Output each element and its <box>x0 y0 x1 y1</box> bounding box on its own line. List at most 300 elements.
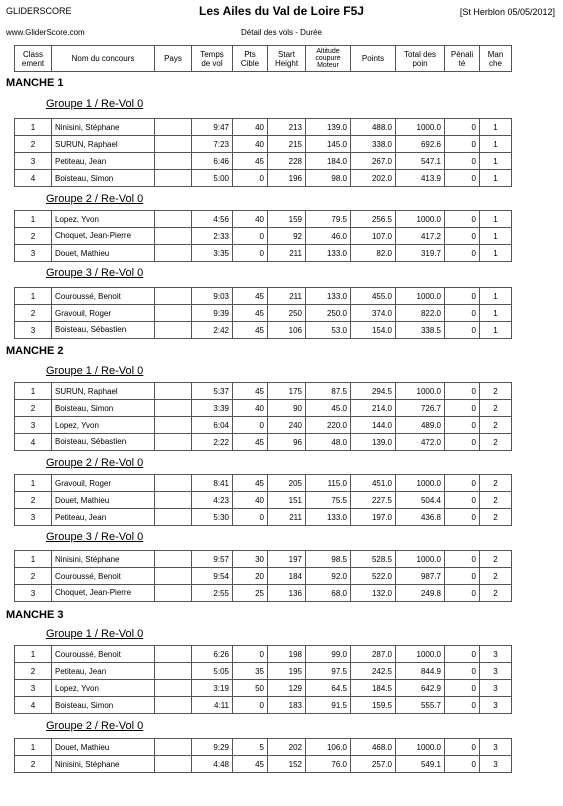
column-header-table <box>14 45 512 72</box>
table-cell: 211 <box>268 245 306 262</box>
table-cell: 211 <box>268 509 306 526</box>
table-cell: 2 <box>15 228 52 245</box>
table-cell: 242.5 <box>351 663 396 680</box>
table-cell: 198 <box>268 646 306 663</box>
table-cell: 213 <box>268 119 306 136</box>
table-cell: 228 <box>268 153 306 170</box>
table-row <box>15 509 512 526</box>
table-cell: 9:47 <box>192 119 233 136</box>
table-cell: 2 <box>480 568 512 585</box>
table-cell: 0 <box>445 211 480 228</box>
table-cell: 133.0 <box>306 509 351 526</box>
table-cell: 0 <box>445 136 480 153</box>
column-header-row <box>15 46 512 72</box>
table-cell: Couroussé, Benoit <box>52 568 155 585</box>
table-cell: 159 <box>268 211 306 228</box>
table-cell <box>155 322 192 339</box>
table-cell: 5:37 <box>192 383 233 400</box>
table-cell: 184.0 <box>306 153 351 170</box>
table-cell: 133.0 <box>306 288 351 305</box>
table-cell: 227.5 <box>351 492 396 509</box>
table-cell: 1 <box>480 170 512 187</box>
table-cell: 2 <box>15 305 52 322</box>
table-cell: 98.5 <box>306 551 351 568</box>
col-penalite: Pénali té <box>445 46 480 72</box>
table-cell <box>155 119 192 136</box>
table-cell: 3 <box>480 739 512 756</box>
table-cell: 4 <box>15 170 52 187</box>
table-cell: 504.4 <box>396 492 445 509</box>
table-cell: 136 <box>268 585 306 602</box>
table-row <box>15 417 512 434</box>
table-cell: 9:03 <box>192 288 233 305</box>
table-cell: 1000.0 <box>396 646 445 663</box>
table-cell: 3:19 <box>192 680 233 697</box>
table-cell: 220.0 <box>306 417 351 434</box>
table-cell: 195 <box>268 663 306 680</box>
table-cell: 2:22 <box>192 434 233 451</box>
table-cell: 338.0 <box>351 136 396 153</box>
table-cell: Boisteau, Sébastien <box>52 322 155 339</box>
table-cell: 0 <box>445 434 480 451</box>
table-cell: 2:33 <box>192 228 233 245</box>
table-cell: 692.6 <box>396 136 445 153</box>
table-cell: 4:23 <box>192 492 233 509</box>
results-table <box>14 210 512 262</box>
table-cell: 1 <box>15 119 52 136</box>
table-cell: 45 <box>233 434 268 451</box>
table-cell: 726.7 <box>396 400 445 417</box>
table-cell: 3 <box>480 697 512 714</box>
table-cell: 5 <box>233 739 268 756</box>
table-cell: 436.8 <box>396 509 445 526</box>
table-cell <box>155 756 192 773</box>
table-cell: 468.0 <box>351 739 396 756</box>
table-row <box>15 475 512 492</box>
table-cell: 413.9 <box>396 170 445 187</box>
brand-label: GLIDERSCORE <box>6 6 72 16</box>
table-cell: 0 <box>445 585 480 602</box>
table-cell: 488.0 <box>351 119 396 136</box>
table-cell: 197.0 <box>351 509 396 526</box>
table-cell: 98.0 <box>306 170 351 187</box>
table-cell: 2 <box>480 585 512 602</box>
table-cell: Gravouil, Roger <box>52 305 155 322</box>
table-row <box>15 739 512 756</box>
table-cell: 0 <box>233 228 268 245</box>
table-cell: Douet, Mathieu <box>52 245 155 262</box>
table-cell: 1 <box>480 211 512 228</box>
table-cell: 0 <box>445 383 480 400</box>
table-cell: 205 <box>268 475 306 492</box>
table-cell: 0 <box>445 756 480 773</box>
table-cell: 3 <box>480 663 512 680</box>
table-cell: 2:55 <box>192 585 233 602</box>
table-cell: 2 <box>480 509 512 526</box>
table-row <box>15 756 512 773</box>
table-cell: 64.5 <box>306 680 351 697</box>
table-cell: 2 <box>15 568 52 585</box>
table-cell: 1000.0 <box>396 739 445 756</box>
manche-heading: MANCHE 3 <box>6 609 64 621</box>
table-cell <box>155 568 192 585</box>
manche-heading: MANCHE 2 <box>6 345 64 357</box>
table-cell: Boisteau, Sébastien <box>52 434 155 451</box>
table-cell: 214.0 <box>351 400 396 417</box>
table-cell: 3 <box>480 680 512 697</box>
table-cell: 0 <box>445 568 480 585</box>
table-row <box>15 170 512 187</box>
table-cell: 3 <box>480 646 512 663</box>
table-cell <box>155 585 192 602</box>
table-cell: 8:41 <box>192 475 233 492</box>
table-cell: 40 <box>233 136 268 153</box>
table-cell: 4 <box>15 697 52 714</box>
table-cell: Ninisini, Stéphane <box>52 551 155 568</box>
table-row <box>15 136 512 153</box>
table-cell: 139.0 <box>351 434 396 451</box>
table-row <box>15 585 512 602</box>
table-cell: 1 <box>480 288 512 305</box>
table-row <box>15 245 512 262</box>
group-heading: Groupe 1 / Re-Vol 0 <box>46 365 144 377</box>
table-cell: Choquet, Jean-Pierre <box>52 585 155 602</box>
table-cell: 115.0 <box>306 475 351 492</box>
table-cell: 3 <box>15 680 52 697</box>
table-cell: 0 <box>233 646 268 663</box>
table-cell: SURUN, Raphael <box>52 136 155 153</box>
table-cell: Lopez, Yvon <box>52 680 155 697</box>
table-cell <box>155 434 192 451</box>
table-cell: 0 <box>233 170 268 187</box>
table-cell: 294.5 <box>351 383 396 400</box>
table-cell: 267.0 <box>351 153 396 170</box>
table-row <box>15 305 512 322</box>
table-cell: 1 <box>480 136 512 153</box>
table-cell: 374.0 <box>351 305 396 322</box>
col-start-height: Start Height <box>268 46 306 72</box>
table-cell: 106.0 <box>306 739 351 756</box>
table-cell: 249.8 <box>396 585 445 602</box>
table-cell: 1 <box>480 322 512 339</box>
table-cell: 45 <box>233 305 268 322</box>
table-cell: 1 <box>15 646 52 663</box>
manche-heading: MANCHE 1 <box>6 77 64 89</box>
table-cell <box>155 170 192 187</box>
table-cell: 76.0 <box>306 756 351 773</box>
table-cell: 0 <box>445 119 480 136</box>
table-cell: 0 <box>445 509 480 526</box>
table-cell: 159.5 <box>351 697 396 714</box>
table-cell <box>155 211 192 228</box>
table-cell: Choquet, Jean-Pierre <box>52 228 155 245</box>
table-cell <box>155 680 192 697</box>
table-cell: 211 <box>268 288 306 305</box>
group-heading: Groupe 2 / Re-Vol 0 <box>46 457 144 469</box>
table-cell: 822.0 <box>396 305 445 322</box>
table-cell <box>155 492 192 509</box>
col-total: Total des poin <box>396 46 445 72</box>
table-cell: 75.5 <box>306 492 351 509</box>
table-cell: 45 <box>233 322 268 339</box>
table-cell: 2 <box>480 492 512 509</box>
table-cell: 50 <box>233 680 268 697</box>
results-table <box>14 474 512 526</box>
group-heading: Groupe 2 / Re-Vol 0 <box>46 720 144 732</box>
table-cell: Boisteau, Simon <box>52 697 155 714</box>
table-cell: 555.7 <box>396 697 445 714</box>
table-cell: 45 <box>233 288 268 305</box>
table-cell: 1 <box>480 119 512 136</box>
table-cell: 2 <box>15 492 52 509</box>
table-cell: 97.5 <box>306 663 351 680</box>
table-cell: 0 <box>445 697 480 714</box>
table-row <box>15 680 512 697</box>
table-cell: 92 <box>268 228 306 245</box>
table-cell: 45 <box>233 475 268 492</box>
table-cell: 196 <box>268 170 306 187</box>
table-cell: 0 <box>445 492 480 509</box>
table-cell: 1000.0 <box>396 383 445 400</box>
results-table <box>14 287 512 339</box>
table-cell <box>155 475 192 492</box>
table-cell: 256.5 <box>351 211 396 228</box>
table-cell: 40 <box>233 211 268 228</box>
table-cell: 257.0 <box>351 756 396 773</box>
table-cell: 2 <box>480 551 512 568</box>
table-cell: 2 <box>480 383 512 400</box>
table-cell: 3 <box>15 322 52 339</box>
table-cell: 1 <box>15 383 52 400</box>
table-cell: 2 <box>15 663 52 680</box>
results-table <box>14 550 512 602</box>
table-row <box>15 697 512 714</box>
table-cell <box>155 646 192 663</box>
table-cell <box>155 417 192 434</box>
table-cell <box>155 697 192 714</box>
col-manche: Man che <box>480 46 512 72</box>
table-cell: 0 <box>445 475 480 492</box>
table-cell: 417.2 <box>396 228 445 245</box>
table-cell: Ninisini, Stéphane <box>52 119 155 136</box>
table-cell: 2 <box>15 400 52 417</box>
table-cell: 3:35 <box>192 245 233 262</box>
table-cell: 152 <box>268 756 306 773</box>
table-cell: Douet, Mathieu <box>52 492 155 509</box>
table-cell: 250 <box>268 305 306 322</box>
table-cell: 0 <box>445 170 480 187</box>
table-cell: 642.9 <box>396 680 445 697</box>
table-cell: 3 <box>480 756 512 773</box>
table-cell: 0 <box>233 509 268 526</box>
table-cell: 90 <box>268 400 306 417</box>
table-cell: 6:04 <box>192 417 233 434</box>
table-cell: 2 <box>480 417 512 434</box>
table-cell: 2 <box>480 475 512 492</box>
table-cell: 40 <box>233 400 268 417</box>
col-temps: Temps de vol <box>192 46 233 72</box>
table-row <box>15 492 512 509</box>
table-cell: 197 <box>268 551 306 568</box>
table-cell: 489.0 <box>396 417 445 434</box>
table-cell: 0 <box>445 680 480 697</box>
table-cell: 4 <box>15 434 52 451</box>
table-cell: 1 <box>480 245 512 262</box>
table-cell: 20 <box>233 568 268 585</box>
table-row <box>15 551 512 568</box>
table-cell: 133.0 <box>306 245 351 262</box>
table-cell <box>155 551 192 568</box>
table-cell: 92.0 <box>306 568 351 585</box>
table-cell <box>155 383 192 400</box>
table-cell: 0 <box>445 646 480 663</box>
table-cell: 549.1 <box>396 756 445 773</box>
table-cell: 3 <box>15 417 52 434</box>
group-heading: Groupe 3 / Re-Vol 0 <box>46 267 144 279</box>
table-cell: 2 <box>480 434 512 451</box>
table-cell: 1 <box>15 475 52 492</box>
table-cell: 99.0 <box>306 646 351 663</box>
table-cell: 79.5 <box>306 211 351 228</box>
table-cell: 132.0 <box>351 585 396 602</box>
table-cell: 175 <box>268 383 306 400</box>
table-cell: 844.9 <box>396 663 445 680</box>
table-cell: 547.1 <box>396 153 445 170</box>
table-cell: 1000.0 <box>396 288 445 305</box>
table-cell: Couroussé, Benoit <box>52 288 155 305</box>
results-table <box>14 382 512 451</box>
table-cell: 184 <box>268 568 306 585</box>
table-cell: 0 <box>445 305 480 322</box>
table-cell: 472.0 <box>396 434 445 451</box>
table-cell <box>155 228 192 245</box>
table-cell: 215 <box>268 136 306 153</box>
table-cell: 1 <box>15 739 52 756</box>
table-cell: Lopez, Yvon <box>52 417 155 434</box>
table-cell: 1 <box>480 305 512 322</box>
table-row <box>15 663 512 680</box>
table-cell: 1 <box>480 228 512 245</box>
table-cell: 5:00 <box>192 170 233 187</box>
table-cell: 1000.0 <box>396 551 445 568</box>
table-cell: 202.0 <box>351 170 396 187</box>
table-cell: 40 <box>233 492 268 509</box>
col-points: Points <box>351 46 396 72</box>
group-heading: Groupe 1 / Re-Vol 0 <box>46 628 144 640</box>
table-cell: 987.7 <box>396 568 445 585</box>
table-cell: 1 <box>480 153 512 170</box>
table-cell: 144.0 <box>351 417 396 434</box>
table-cell: 183 <box>268 697 306 714</box>
table-cell: 48.0 <box>306 434 351 451</box>
table-cell: 1000.0 <box>396 211 445 228</box>
table-cell <box>155 400 192 417</box>
table-cell: 45.0 <box>306 400 351 417</box>
col-altitude: Altitude coupure Moteur <box>306 46 351 72</box>
table-cell: 0 <box>445 245 480 262</box>
table-cell: 3 <box>15 153 52 170</box>
table-cell: Couroussé, Benoit <box>52 646 155 663</box>
table-cell: 129 <box>268 680 306 697</box>
table-cell: 9:57 <box>192 551 233 568</box>
table-row <box>15 568 512 585</box>
table-cell: 0 <box>445 400 480 417</box>
table-cell: 106 <box>268 322 306 339</box>
col-pays: Pays <box>155 46 192 72</box>
table-cell: 5:30 <box>192 509 233 526</box>
table-cell: 0 <box>233 417 268 434</box>
table-cell: SURUN, Raphael <box>52 383 155 400</box>
table-cell: Petiteau, Jean <box>52 153 155 170</box>
table-cell: 5:05 <box>192 663 233 680</box>
table-cell: 2 <box>15 756 52 773</box>
table-row <box>15 646 512 663</box>
table-cell: 145.0 <box>306 136 351 153</box>
table-cell: 0 <box>445 663 480 680</box>
table-cell <box>155 136 192 153</box>
table-cell: 68.0 <box>306 585 351 602</box>
table-cell: 451.0 <box>351 475 396 492</box>
table-cell: 1000.0 <box>396 119 445 136</box>
table-cell: 2 <box>480 400 512 417</box>
table-cell: 4:56 <box>192 211 233 228</box>
page-subtitle: Détail des vols - Durée <box>241 28 322 37</box>
table-cell: 0 <box>445 228 480 245</box>
table-cell: Ninisini, Stéphane <box>52 756 155 773</box>
table-cell: 240 <box>268 417 306 434</box>
table-cell: 7:23 <box>192 136 233 153</box>
table-cell: 1 <box>15 288 52 305</box>
table-cell: 4:11 <box>192 697 233 714</box>
table-row <box>15 228 512 245</box>
table-cell <box>155 245 192 262</box>
table-cell: 91.5 <box>306 697 351 714</box>
table-cell: 25 <box>233 585 268 602</box>
table-cell: 35 <box>233 663 268 680</box>
table-cell: 0 <box>233 245 268 262</box>
table-cell: 1000.0 <box>396 475 445 492</box>
table-cell: 4:48 <box>192 756 233 773</box>
table-cell: Boisteau, Simon <box>52 400 155 417</box>
table-cell: 0 <box>445 322 480 339</box>
table-cell: 0 <box>233 697 268 714</box>
table-cell: 40 <box>233 119 268 136</box>
table-cell: Boisteau, Simon <box>52 170 155 187</box>
table-cell: 45 <box>233 153 268 170</box>
table-row <box>15 434 512 451</box>
table-cell: 3 <box>15 509 52 526</box>
table-cell: 45 <box>233 756 268 773</box>
table-cell: 3 <box>15 245 52 262</box>
table-cell: 9:54 <box>192 568 233 585</box>
table-cell: 1 <box>15 211 52 228</box>
group-heading: Groupe 3 / Re-Vol 0 <box>46 531 144 543</box>
table-cell: 338.5 <box>396 322 445 339</box>
table-cell: 151 <box>268 492 306 509</box>
table-cell: Douet, Mathieu <box>52 739 155 756</box>
table-cell: 202 <box>268 739 306 756</box>
table-cell: 184.5 <box>351 680 396 697</box>
table-cell: 87.5 <box>306 383 351 400</box>
table-cell: 6:46 <box>192 153 233 170</box>
table-row <box>15 211 512 228</box>
table-cell: 9:29 <box>192 739 233 756</box>
table-cell: 1 <box>15 551 52 568</box>
table-cell: 96 <box>268 434 306 451</box>
results-table <box>14 645 512 714</box>
table-cell: 0 <box>445 288 480 305</box>
table-row <box>15 153 512 170</box>
